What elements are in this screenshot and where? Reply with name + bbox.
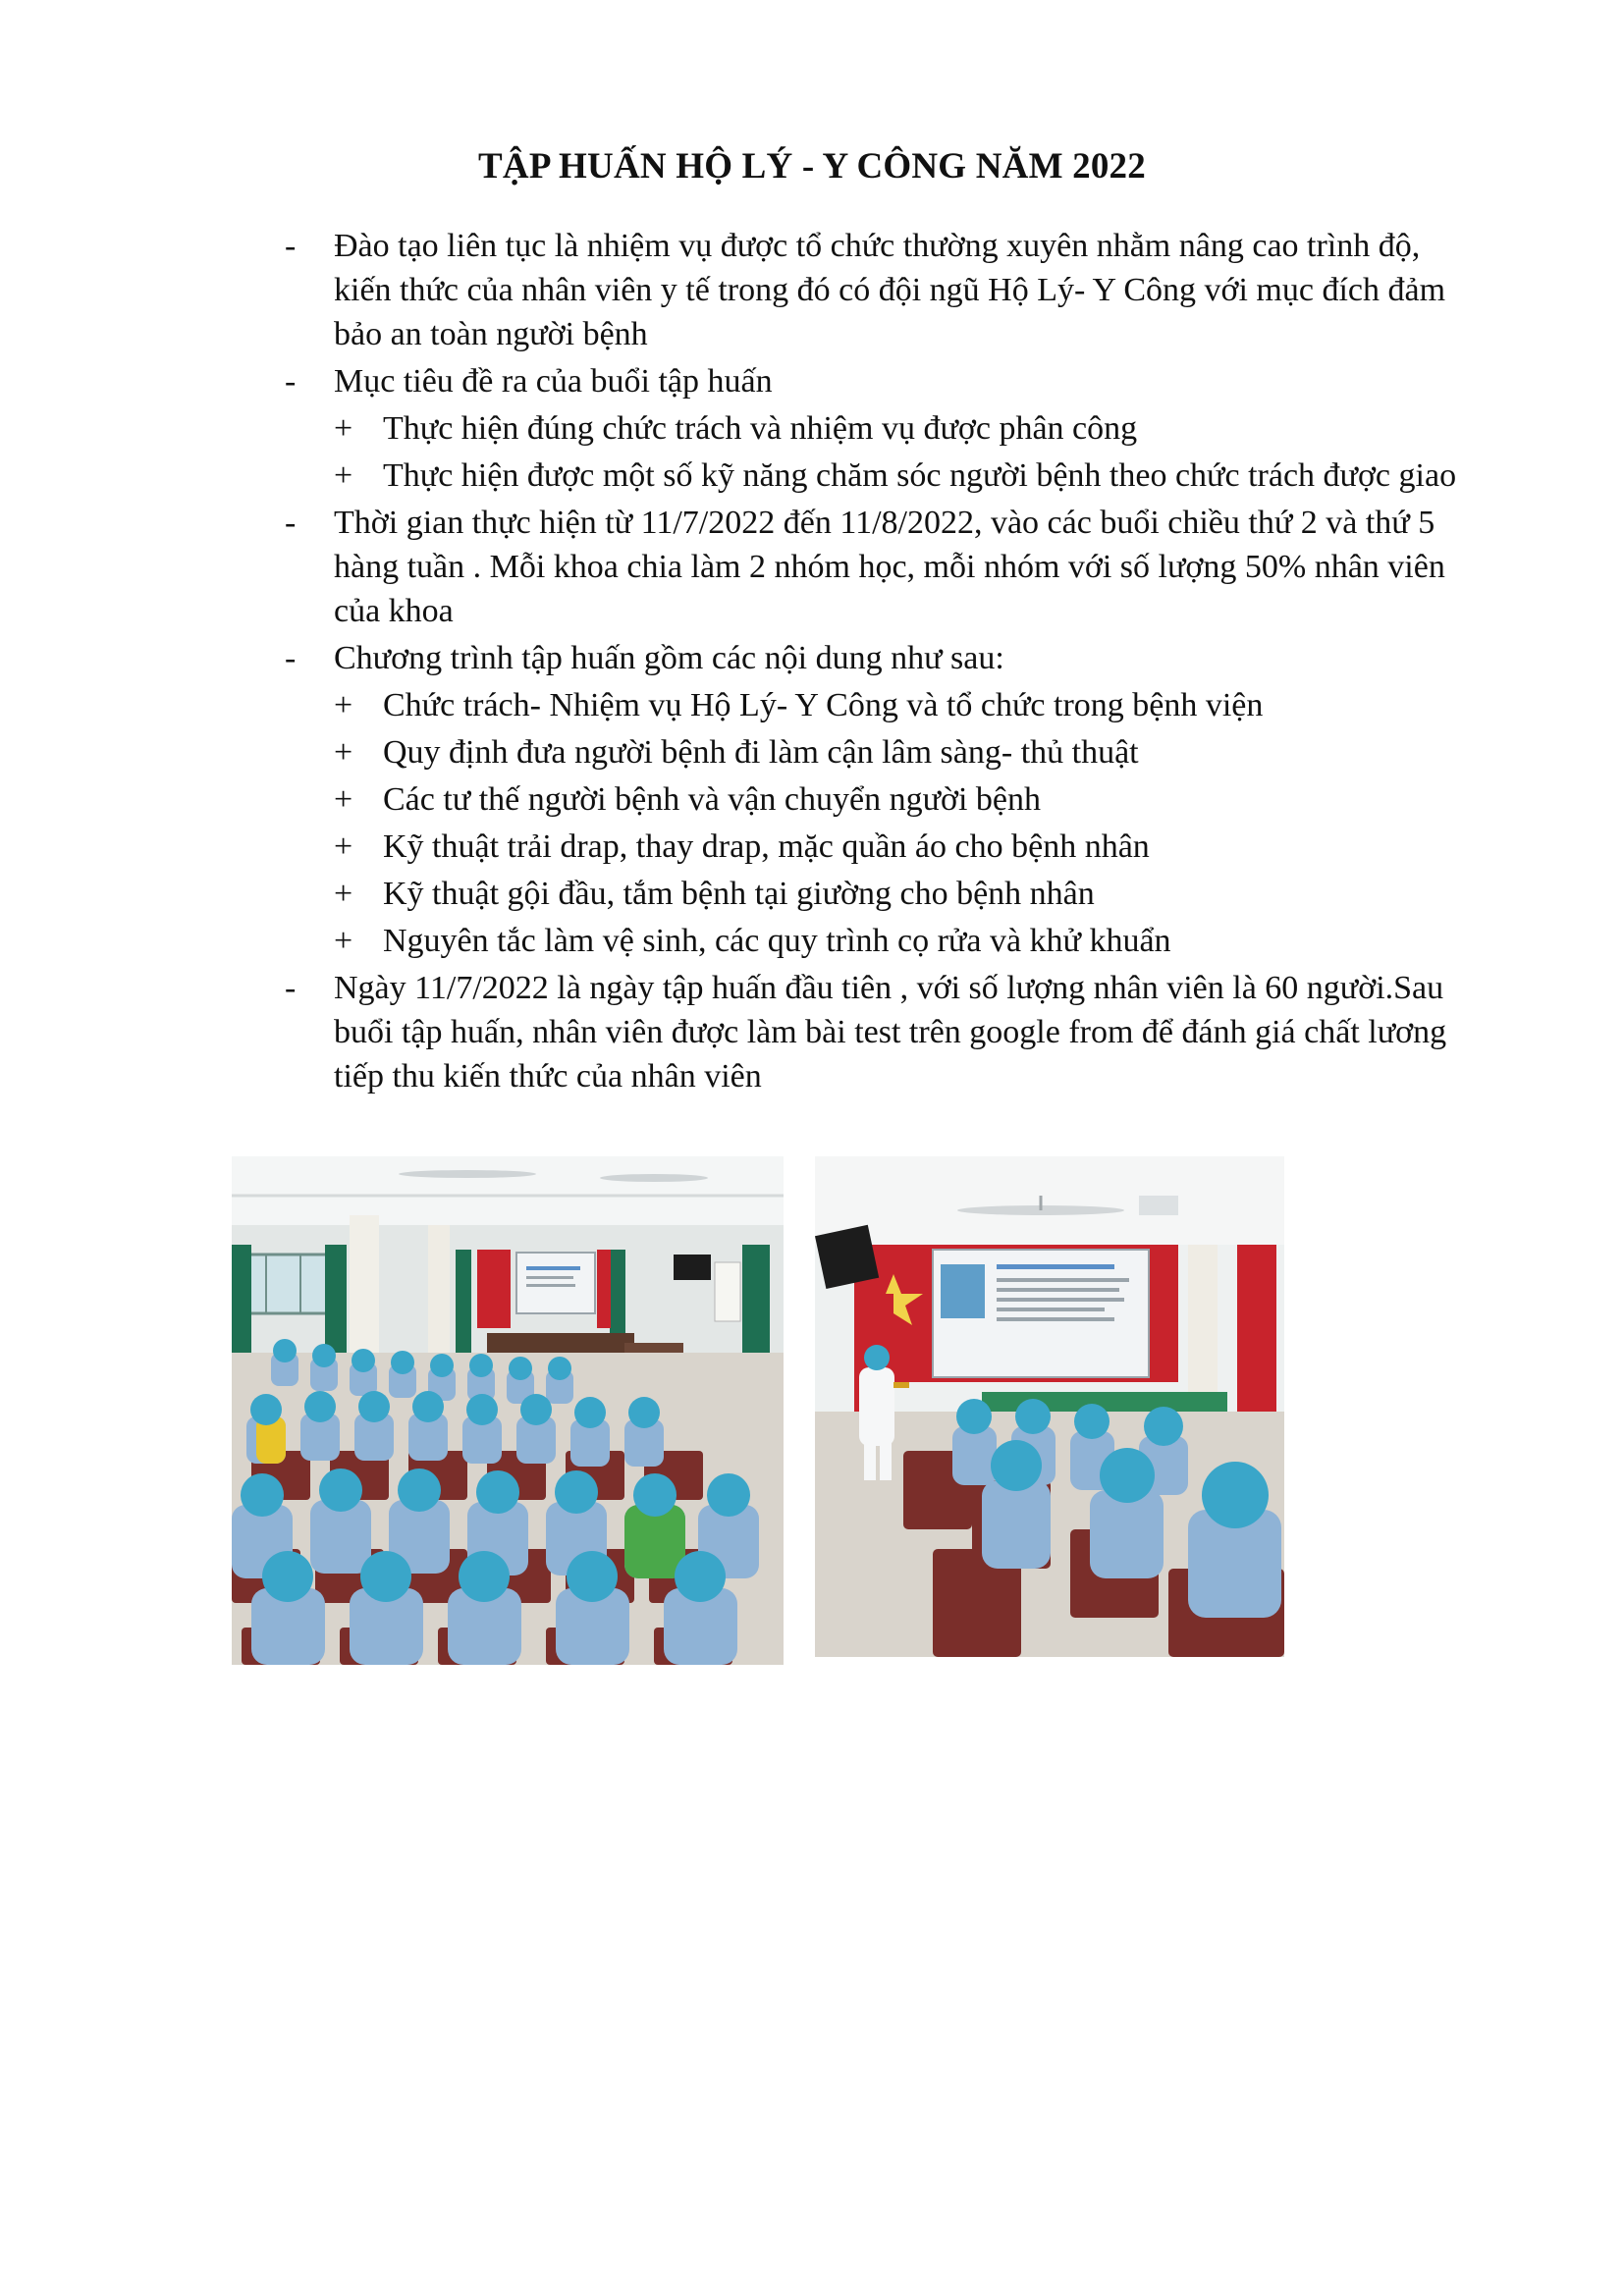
sub-list-item-text: Kỹ thuật gội đầu, tắm bệnh tại giường cho bệnh nhân: [383, 876, 1095, 912]
sub-list-item: [275, 872, 1483, 916]
training-photo-hall: [232, 1156, 784, 1665]
plus-marker: +: [334, 457, 353, 494]
training-photo-hall-image: [232, 1156, 784, 1665]
document-body: [275, 224, 1483, 1101]
list-item: [275, 224, 1483, 356]
sub-list-item: [275, 454, 1483, 498]
plus-marker: +: [334, 734, 353, 771]
plus-marker: +: [334, 410, 353, 447]
dash-marker: -: [285, 228, 297, 264]
list-item-text: Chương trình tập huấn gồm các nội dung như sau:: [334, 640, 1004, 676]
sub-list-item: [275, 777, 1483, 822]
sub-list-item: [275, 683, 1483, 727]
list-item-text: Ngày 11/7/2022 là ngày tập huấn đầu tiên , với số lượng nhân viên là 60 người.Sau buổi tập huấn, nhân viên được làm bài test trên google from để đánh giá chất lương tiếp thu kiến thức của nhân viên: [334, 970, 1447, 1095]
document-title: TẬP HUẤN HỘ LÝ - Y CÔNG NĂM 2022: [478, 146, 1146, 187]
list-item: [275, 501, 1483, 633]
list-item-text: Thời gian thực hiện từ 11/7/2022 đến 11/8/2022, vào các buổi chiều thứ 2 và thứ 5 hàng tuần . Mỗi khoa chia làm 2 nhóm học, mỗi nhóm với số lượng 50% nhân viên của khoa: [334, 505, 1445, 629]
plus-marker: +: [334, 876, 353, 912]
list-item-text: Mục tiêu đề ra của buổi tập huấn: [334, 363, 773, 400]
sub-list-item-text: Thực hiện được một số kỹ năng chăm sóc người bệnh theo chức trách được giao: [383, 457, 1457, 494]
sub-list-item-text: Các tư thế người bệnh và vận chuyển người bệnh: [383, 781, 1042, 818]
list-item: [275, 966, 1483, 1098]
dash-marker: -: [285, 505, 297, 541]
sub-list-item-text: Quy định đưa người bệnh đi làm cận lâm sàng- thủ thuật: [383, 734, 1139, 771]
sub-list-item-text: Nguyên tắc làm vệ sinh, các quy trình cọ rửa và khử khuẩn: [383, 923, 1171, 959]
list-item: [275, 636, 1483, 680]
sub-list-item-text: Thực hiện đúng chức trách và nhiệm vụ được phân công: [383, 410, 1138, 447]
sub-list-item: [275, 730, 1483, 774]
list-item-text: Đào tạo liên tục là nhiệm vụ được tổ chức thường xuyên nhằm nâng cao trình độ, kiến thức của nhân viên y tế trong đó có đội ngũ Hộ Lý- Y Công với mục đích đảm bảo an toàn người bệnh: [334, 228, 1446, 352]
sub-list-item: [275, 825, 1483, 869]
sub-list-item: [275, 406, 1483, 451]
dash-marker: -: [285, 640, 297, 676]
dash-marker: -: [285, 363, 297, 400]
sub-list-item-text: Chức trách- Nhiệm vụ Hộ Lý- Y Công và tổ chức trong bệnh viện: [383, 687, 1264, 723]
dash-marker: -: [285, 970, 297, 1006]
plus-marker: +: [334, 781, 353, 818]
training-photo-presenter-image: [815, 1156, 1284, 1657]
plus-marker: +: [334, 828, 353, 865]
sub-list-item: [275, 919, 1483, 963]
plus-marker: +: [334, 923, 353, 959]
list-item: [275, 359, 1483, 403]
plus-marker: +: [334, 687, 353, 723]
training-photo-presenter: [815, 1156, 1284, 1657]
sub-list-item-text: Kỹ thuật trải drap, thay drap, mặc quần áo cho bệnh nhân: [383, 828, 1150, 865]
